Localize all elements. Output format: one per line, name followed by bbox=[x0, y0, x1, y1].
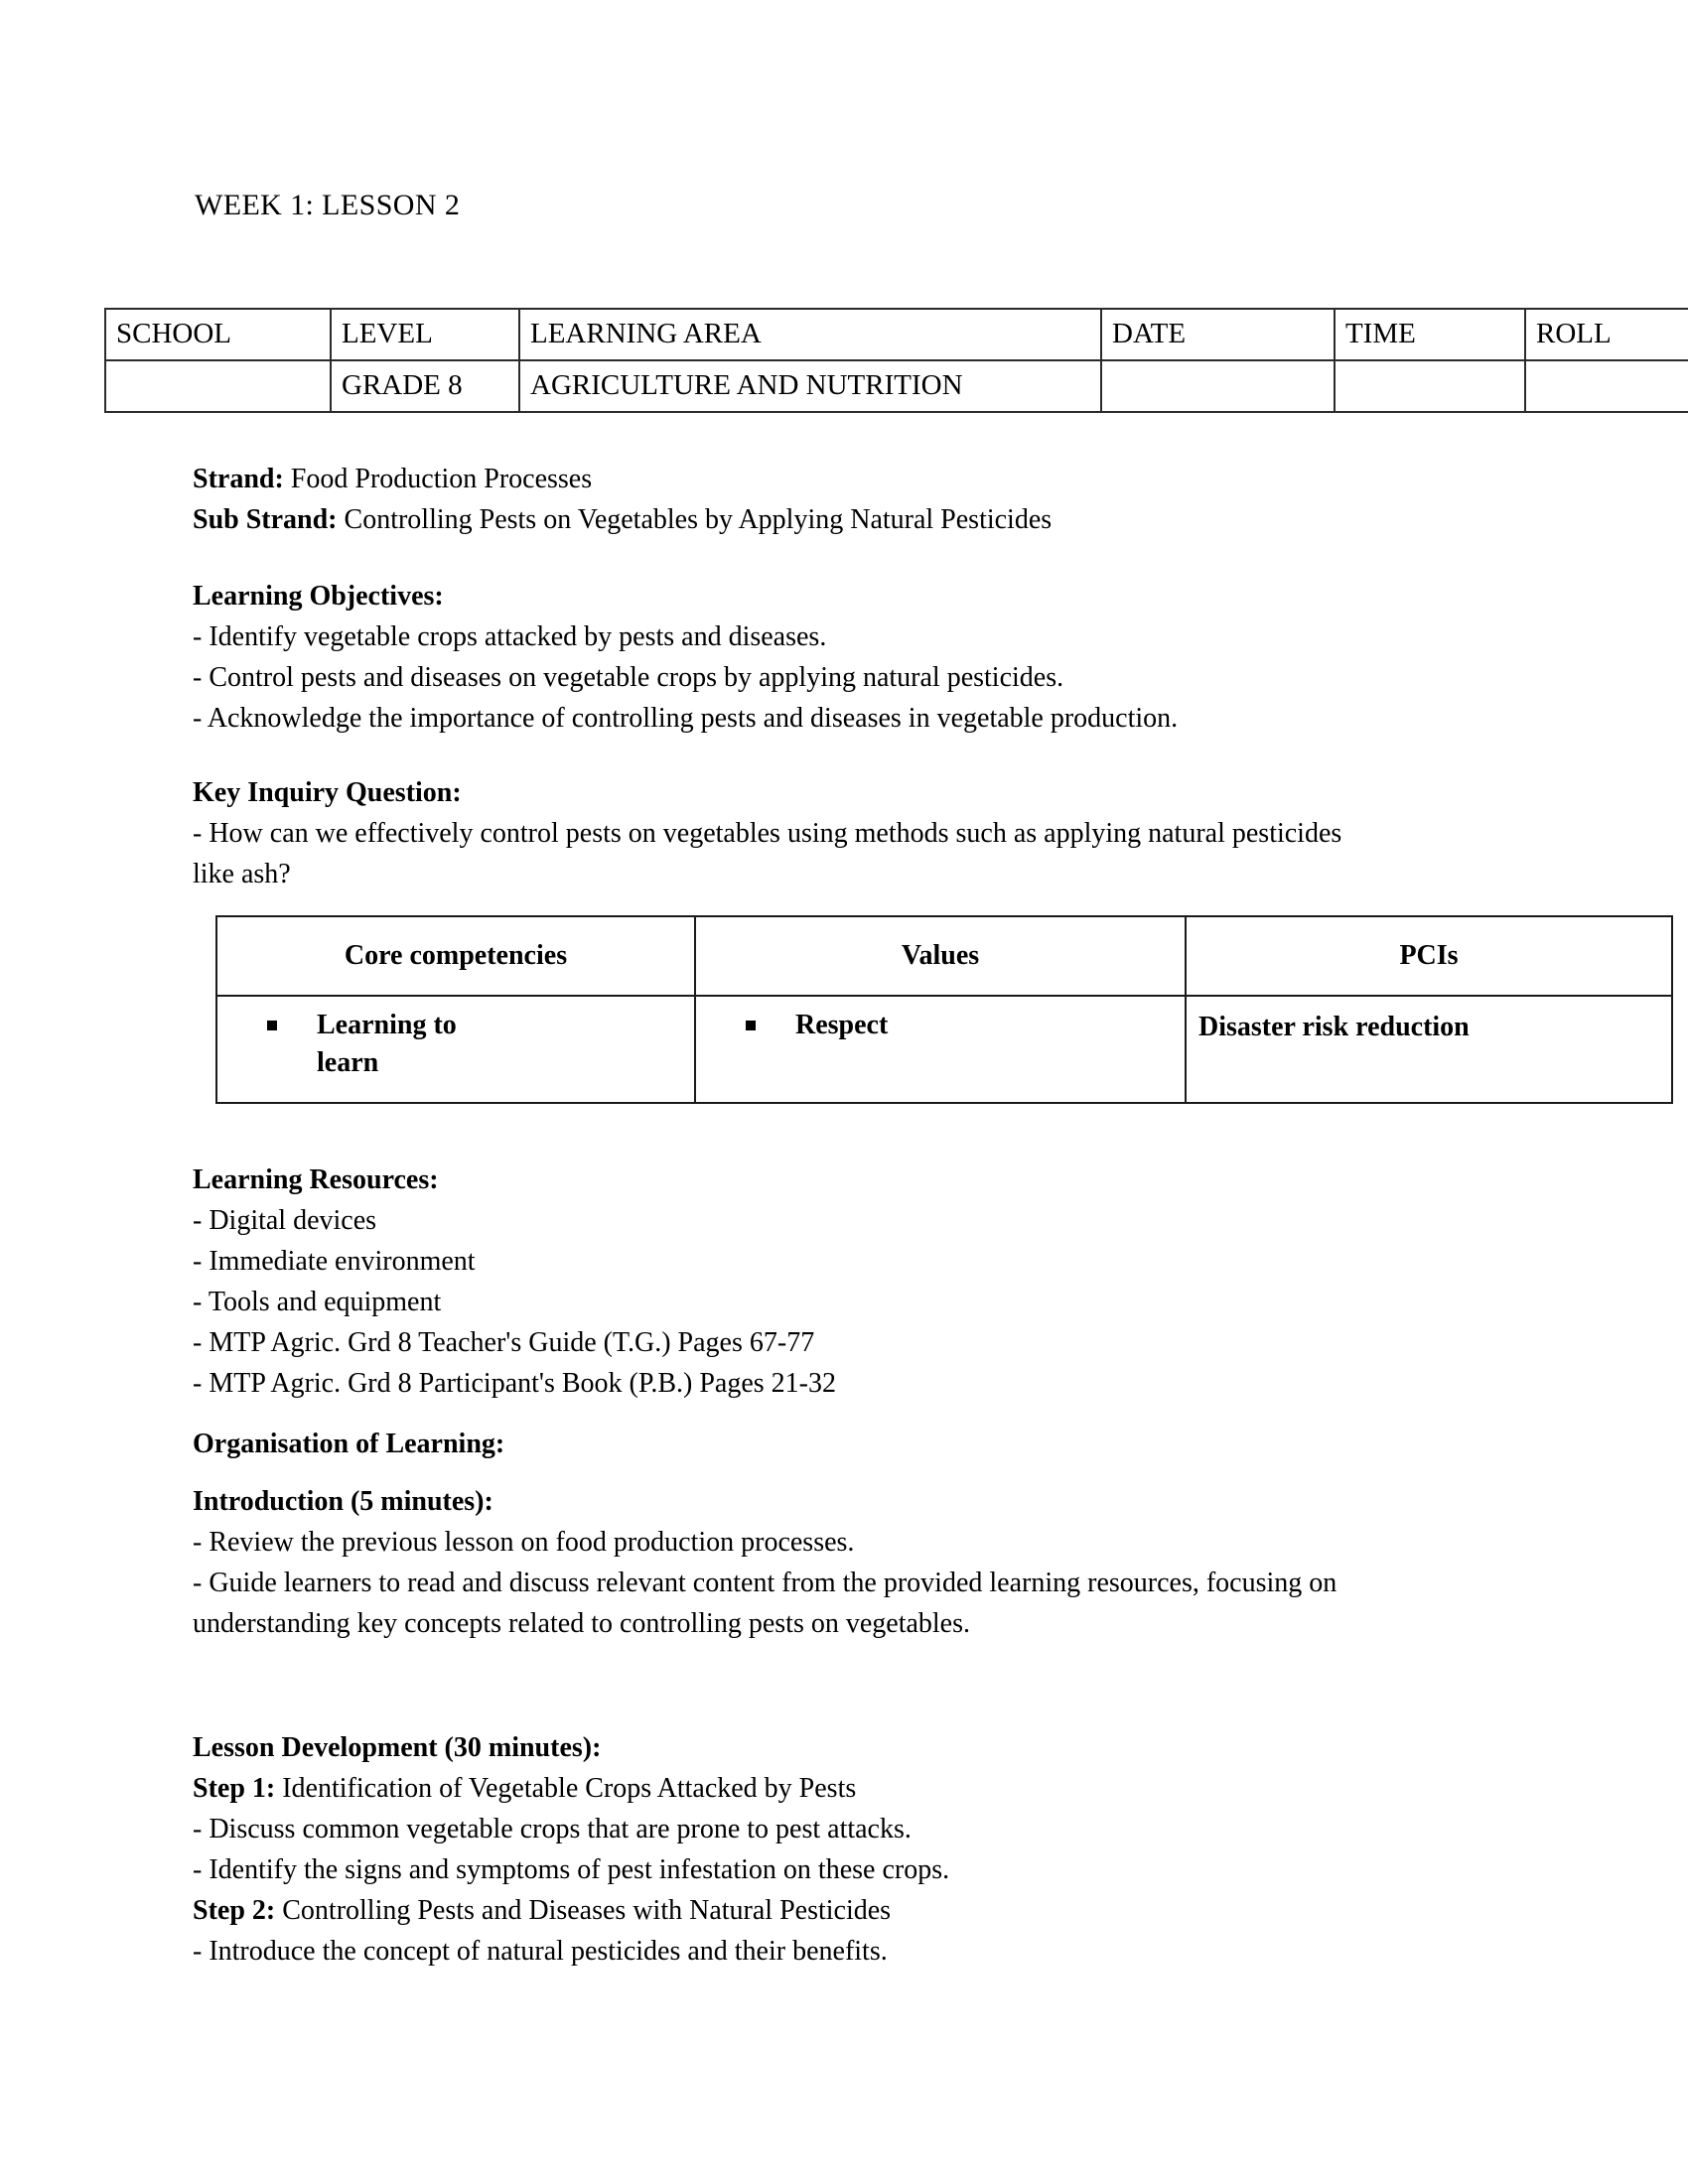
list-item: - Identify vegetable crops attacked by pests and diseases. bbox=[193, 621, 827, 652]
list-item: - MTP Agric. Grd 8 Teacher's Guide (T.G.) Pages 67-77 bbox=[193, 1327, 815, 1358]
table-row-headers bbox=[105, 309, 1688, 360]
list-item: - Guide learners to read and discuss relevant content from the provided learning resources, focusing on understanding key concepts related to controlling pests on vegetables. bbox=[193, 1568, 1337, 1639]
page-title: WEEK 1: LESSON 2 bbox=[195, 189, 461, 221]
list-item: - MTP Agric. Grd 8 Participant's Book (P.B.) Pages 21-32 bbox=[193, 1368, 836, 1399]
list-item: - Digital devices bbox=[193, 1205, 377, 1236]
lesson-development-section bbox=[193, 1727, 1483, 1972]
cell-date bbox=[1101, 360, 1335, 412]
sub-strand-line bbox=[193, 499, 1513, 540]
table-row bbox=[216, 996, 1672, 1103]
step-1-line bbox=[193, 1768, 1483, 1809]
learning-objectives-section bbox=[193, 576, 1523, 739]
core-competency-text: Learning to learn bbox=[317, 1010, 457, 1078]
bullet-item bbox=[229, 1007, 682, 1082]
sub-strand-label: Sub Strand: bbox=[193, 504, 338, 535]
cell-level: GRADE 8 bbox=[331, 360, 519, 412]
learning-resources-section bbox=[193, 1160, 1384, 1404]
organisation-heading: Organisation of Learning: bbox=[193, 1429, 505, 1459]
step-1-title: Identification of Vegetable Crops Attacked by Pests bbox=[275, 1773, 857, 1804]
organisation-section bbox=[193, 1424, 1384, 1464]
table-row-headers bbox=[216, 916, 1672, 996]
list-item: - Tools and equipment bbox=[193, 1287, 442, 1317]
table-row-values bbox=[105, 360, 1688, 412]
value-text: Respect bbox=[795, 1010, 889, 1040]
step-2-title: Controlling Pests and Diseases with Natural Pesticides bbox=[275, 1895, 892, 1926]
cell-learning-area: AGRICULTURE AND NUTRITION bbox=[519, 360, 1101, 412]
sub-strand-value: Controlling Pests on Vegetables by Applying Natural Pesticides bbox=[337, 504, 1053, 535]
key-inquiry-section bbox=[193, 772, 1384, 894]
strand-line bbox=[193, 459, 1513, 499]
learning-resources-heading: Learning Resources: bbox=[193, 1164, 439, 1195]
strand-label: Strand: bbox=[193, 464, 284, 494]
header-values: Values bbox=[695, 916, 1186, 996]
header-learning-area: LEARNING AREA bbox=[519, 309, 1101, 360]
list-item: - Discuss common vegetable crops that are prone to pest attacks. bbox=[193, 1814, 912, 1844]
header-level: LEVEL bbox=[331, 309, 519, 360]
pci-text: Disaster risk reduction bbox=[1198, 1012, 1470, 1042]
strand-section bbox=[193, 459, 1513, 540]
cell-roll bbox=[1525, 360, 1688, 412]
strand-value: Food Production Processes bbox=[283, 464, 593, 494]
header-school: SCHOOL bbox=[105, 309, 331, 360]
lesson-development-heading: Lesson Development (30 minutes): bbox=[193, 1732, 602, 1763]
cell-school bbox=[105, 360, 331, 412]
bullet-icon bbox=[267, 1021, 277, 1030]
list-item: - Identify the signs and symptoms of pest infestation on these crops. bbox=[193, 1854, 950, 1885]
introduction-heading: Introduction (5 minutes): bbox=[193, 1486, 493, 1517]
cell-pci bbox=[1186, 996, 1672, 1103]
cell-core-competency bbox=[216, 996, 695, 1103]
step-2-line bbox=[193, 1890, 1483, 1931]
introduction-section bbox=[193, 1481, 1483, 1644]
step-1-label: Step 1: bbox=[193, 1773, 276, 1804]
cell-time bbox=[1335, 360, 1525, 412]
list-item: - Introduce the concept of natural pesticides and their benefits. bbox=[193, 1936, 888, 1967]
header-core-competencies: Core competencies bbox=[216, 916, 695, 996]
key-inquiry-heading: Key Inquiry Question: bbox=[193, 777, 462, 808]
list-item: - Review the previous lesson on food production processes. bbox=[193, 1527, 855, 1558]
list-item: - Control pests and diseases on vegetable crops by applying natural pesticides. bbox=[193, 662, 1064, 693]
key-inquiry-question: - How can we effectively control pests on vegetables using methods such as applying natural pesticides like ash? bbox=[193, 818, 1342, 889]
header-time: TIME bbox=[1335, 309, 1525, 360]
cell-value bbox=[695, 996, 1186, 1103]
header-roll: ROLL bbox=[1525, 309, 1688, 360]
lesson-info-table bbox=[104, 308, 1688, 413]
learning-objectives-heading: Learning Objectives: bbox=[193, 581, 444, 612]
header-date: DATE bbox=[1101, 309, 1335, 360]
bullet-item bbox=[708, 1007, 1173, 1044]
competency-table bbox=[215, 915, 1673, 1104]
list-item: - Immediate environment bbox=[193, 1246, 476, 1277]
step-2-label: Step 2: bbox=[193, 1895, 276, 1926]
list-item: - Acknowledge the importance of controlling pests and diseases in vegetable production. bbox=[193, 703, 1179, 734]
bullet-icon bbox=[746, 1021, 756, 1030]
header-pcis: PCIs bbox=[1186, 916, 1672, 996]
